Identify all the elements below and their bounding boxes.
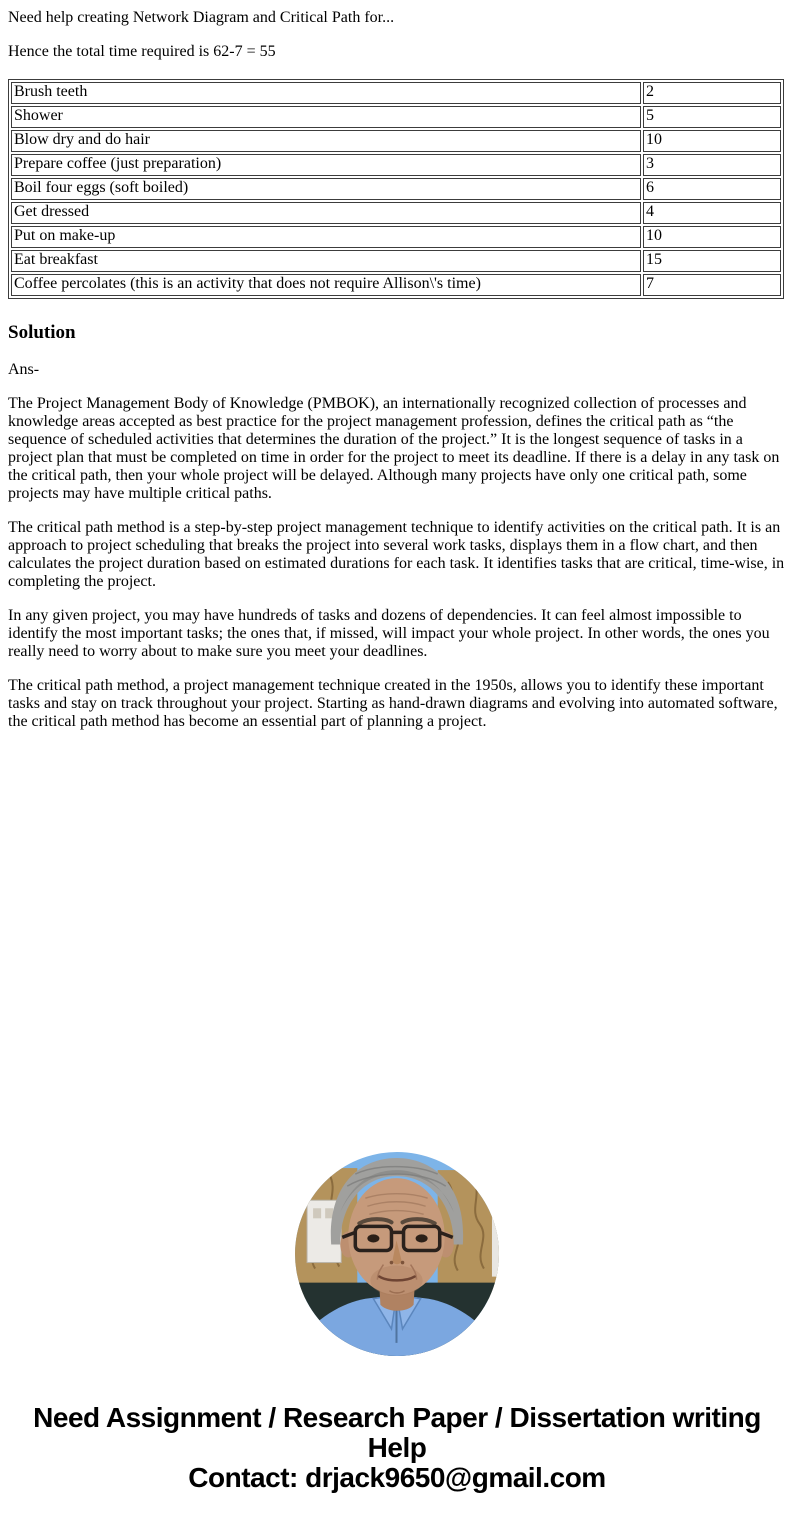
- task-cell: Get dressed: [11, 202, 641, 224]
- time-cell: 10: [643, 130, 781, 152]
- table-row: [11, 178, 781, 200]
- time-cell: 7: [643, 274, 781, 296]
- task-cell: Shower: [11, 106, 641, 128]
- table-row: [11, 130, 781, 152]
- solution-paragraph-4: The critical path method, a project management technique created in the 1950s, allows you to identify these important tasks and stay on track throughout your project. Starting as hand-drawn diagrams and evolving into automated software, the critical path method has become an essential part of planning a project.: [8, 677, 778, 730]
- table-row: [11, 154, 781, 176]
- table-row: [11, 250, 781, 272]
- task-cell: Boil four eggs (soft boiled): [11, 178, 641, 200]
- time-cell: 2: [643, 82, 781, 104]
- task-duration-table: [8, 79, 784, 299]
- footer-help-text: Need Assignment / Research Paper / Dissertation writing Help: [33, 1402, 761, 1463]
- task-cell: Prepare coffee (just preparation): [11, 154, 641, 176]
- intro-line-2: Hence the total time required is 62-7 = 55: [8, 43, 276, 60]
- document-body: [0, 0, 794, 731]
- solution-paragraph-1: The Project Management Body of Knowledge (PMBOK), an internationally recognized collection of processes and knowledge areas accepted as best practice for the project management profession, defines the critical path as “the sequence of scheduled activities that determines the duration of the project.” It is the longest sequence of tasks in a project plan that must be completed on time in order for the project to meet its deadline. If there is a delay in any task on the critical path, then your whole project will be delayed. Although many projects have only one critical path, some projects may have multiple critical paths.: [8, 395, 780, 502]
- task-cell: Put on make-up: [11, 226, 641, 248]
- solution-heading: Solution: [8, 322, 76, 343]
- table-row: [11, 226, 781, 248]
- time-cell: 10: [643, 226, 781, 248]
- task-cell: Blow dry and do hair: [11, 130, 641, 152]
- ans-label: Ans-: [8, 361, 40, 378]
- time-cell: 3: [643, 154, 781, 176]
- footer-contact-email: Contact: drjack9650@gmail.com: [188, 1462, 606, 1493]
- task-cell: Coffee percolates (this is an activity that does not require Allison\'s time): [11, 274, 641, 296]
- tutor-portrait-photo: [295, 1152, 499, 1356]
- time-cell: 4: [643, 202, 781, 224]
- intro-line-1: Need help creating Network Diagram and Critical Path for...: [8, 9, 395, 26]
- task-cell: Brush teeth: [11, 82, 641, 104]
- table-row: [11, 82, 781, 104]
- time-cell: 15: [643, 250, 781, 272]
- tutor-portrait-svg: [295, 1152, 499, 1356]
- table-row: [11, 274, 781, 296]
- time-cell: 6: [643, 178, 781, 200]
- solution-paragraph-3: In any given project, you may have hundreds of tasks and dozens of dependencies. It can feel almost impossible to identify the most important tasks; the ones that, if missed, will impact your whole project. In other words, the ones you really need to worry about to make sure you meet your deadlines.: [8, 607, 770, 660]
- table-row: [11, 106, 781, 128]
- time-cell: 5: [643, 106, 781, 128]
- task-cell: Eat breakfast: [11, 250, 641, 272]
- table-row: [11, 202, 781, 224]
- footer: [0, 1403, 794, 1493]
- solution-paragraph-2: The critical path method is a step-by-step project management technique to identify activities on the critical path. It is an approach to project scheduling that breaks the project into several work tasks, displays them in a flow chart, and then calculates the project duration based on estimated durations for each task. It identifies tasks that are critical, time-wise, in completing the project.: [8, 519, 785, 590]
